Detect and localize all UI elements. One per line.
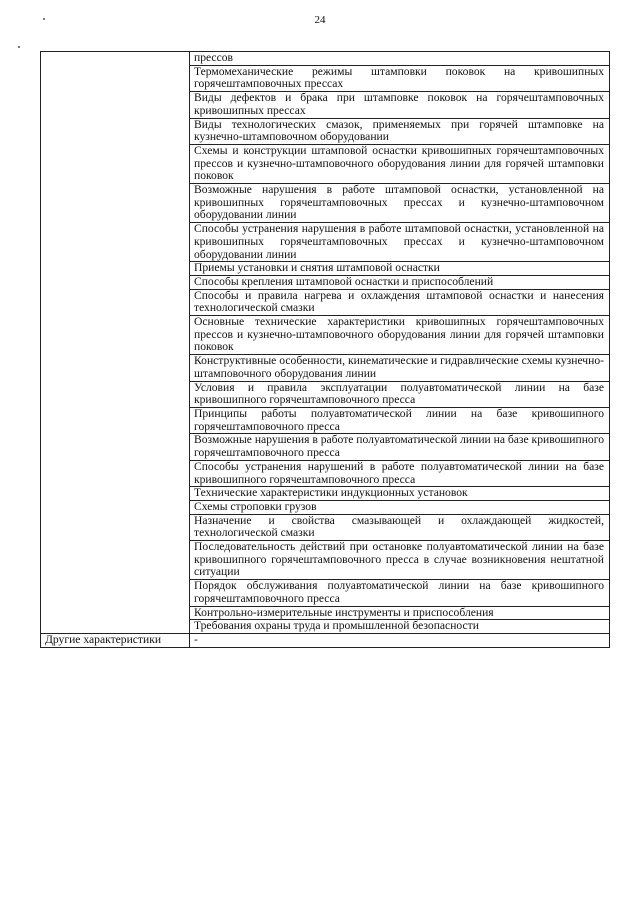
table-cell: Принципы работы полуавтоматической линии на базе кривошипного горячештамповочного пресса bbox=[190, 407, 610, 433]
table-cell: Схемы строповки грузов bbox=[190, 500, 610, 514]
table-row bbox=[41, 52, 610, 66]
table-cell: Основные технические характеристики кривошипных горячештамповочных прессов и кузнечно-штамповочного оборудования линии для горячей штамповки поковок bbox=[190, 316, 610, 355]
section-cell-empty bbox=[41, 52, 190, 634]
table-cell: Контрольно-измерительные инструменты и приспособления bbox=[190, 606, 610, 620]
table-cell: Виды технологических смазок, применяемых при горячей штамповке на кузнечно-штамповочном оборудовании bbox=[190, 118, 610, 144]
knowledge-table bbox=[40, 51, 610, 648]
table-cell: Порядок обслуживания полуавтоматической линии на базе кривошипного горячештамповочного пресса bbox=[190, 580, 610, 606]
table-cell: Условия и правила эксплуатации полуавтоматической линии на базе кривошипного горячештамповочного пресса bbox=[190, 381, 610, 407]
table-cell: Последовательность действий при остановке полуавтоматической линии на базе кривошипного горячештамповочного пресса в случае возникновения нештатной ситуации bbox=[190, 541, 610, 580]
other-characteristics-label: Другие характеристики bbox=[41, 633, 190, 647]
table-cell: Приемы установки и снятия штамповой оснастки bbox=[190, 262, 610, 276]
table-cell: Возможные нарушения в работе штамповой оснастки, установленной на кривошипных горячештамповочных прессах и кузнечно-штамповочном оборудовании линии bbox=[190, 184, 610, 223]
page-number: 24 bbox=[314, 14, 326, 26]
table-cell: Способы устранения нарушения в работе штамповой оснастки, установленной на кривошипных горячештамповочных прессах и кузнечно-штамповочном оборудовании линии bbox=[190, 223, 610, 262]
table-cell: Виды дефектов и брака при штамповке поковок на горячештамповочных кривошипных прессах bbox=[190, 92, 610, 118]
table-cell: Возможные нарушения в работе полуавтоматической линии на базе кривошипного горячештамповочного пресса bbox=[190, 434, 610, 460]
table-cell: Конструктивные особенности, кинематические и гидравлические схемы кузнечно-штамповочного оборудования линии bbox=[190, 355, 610, 381]
table-cell: Способы крепления штамповой оснастки и приспособлений bbox=[190, 275, 610, 289]
table-cell: Способы и правила нагрева и охлаждения штамповой оснастки и нанесения технологической смазки bbox=[190, 289, 610, 315]
table-cell: прессов bbox=[190, 52, 610, 66]
other-characteristics-value: - bbox=[190, 633, 610, 647]
table-cell: Способы устранения нарушений в работе полуавтоматической линии на базе кривошипного горячештамповочного пресса bbox=[190, 460, 610, 486]
table-cell: Назначение и свойства смазывающей и охлаждающей жидкостей, технологической смазки bbox=[190, 514, 610, 540]
table-cell: Требования охраны труда и промышленной безопасности bbox=[190, 620, 610, 634]
scan-speck bbox=[18, 46, 20, 48]
table-cell: Технические характеристики индукционных установок bbox=[190, 487, 610, 501]
table-row-other bbox=[41, 633, 610, 647]
table-cell: Схемы и конструкции штамповой оснастки кривошипных горячештамповочных прессов и кузнечно-штамповочного оборудования линии для горячей штамповки поковок bbox=[190, 144, 610, 183]
table-cell: Термомеханические режимы штамповки поковок на кривошипных горячештамповочных прессах bbox=[190, 65, 610, 91]
